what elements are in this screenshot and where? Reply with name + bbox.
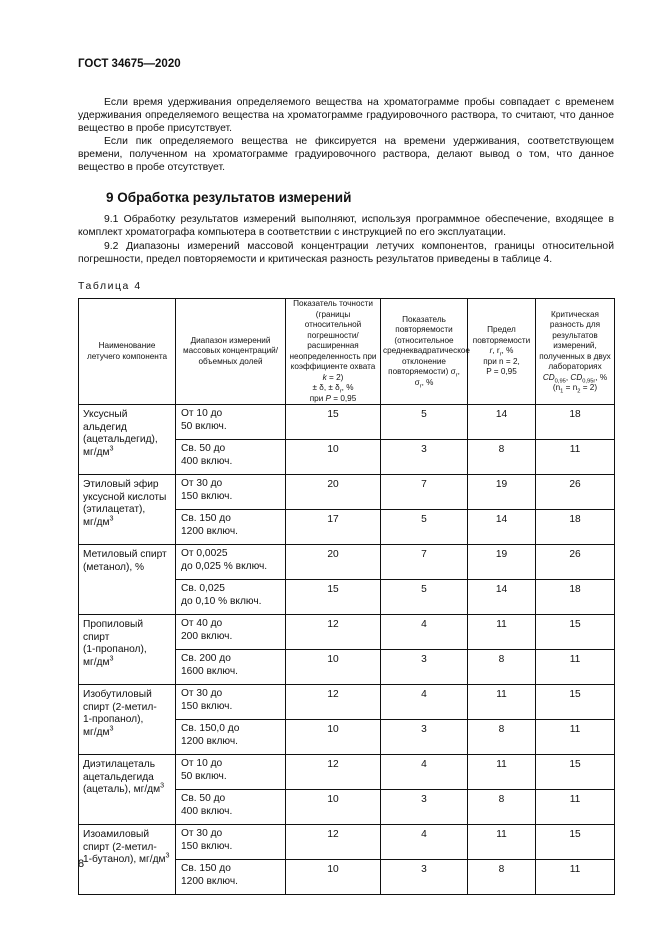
component-name: Метиловый спирт (метанол), %	[79, 545, 176, 615]
accuracy-value: 20	[286, 545, 381, 580]
table-header-row	[79, 299, 615, 405]
repeatability-value: 3	[381, 720, 468, 755]
table-caption: Таблица 4	[78, 281, 142, 292]
repeatability-value: 3	[381, 440, 468, 475]
repeatability-value: 7	[381, 545, 468, 580]
critical-difference-value: 11	[536, 860, 615, 895]
accuracy-value: 10	[286, 440, 381, 475]
accuracy-value: 10	[286, 720, 381, 755]
paragraph-9-1	[78, 213, 614, 239]
repeatability-value: 4	[381, 825, 468, 860]
accuracy-value: 15	[286, 580, 381, 615]
accuracy-value: 12	[286, 755, 381, 790]
measurement-range: Св. 200 до 1600 включ.	[176, 650, 286, 685]
repeatability-limit-value: 19	[468, 545, 536, 580]
repeatability-value: 3	[381, 860, 468, 895]
accuracy-value: 17	[286, 510, 381, 545]
component-name: Изобутиловый спирт (2-метил- 1-пропанол), $мг/дм^3$	[79, 685, 176, 755]
table-row	[79, 755, 615, 790]
critical-difference-value: 18	[536, 580, 615, 615]
measurement-range: От 10 до 50 включ.	[176, 755, 286, 790]
critical-difference-value: 11	[536, 440, 615, 475]
critical-difference-value: 11	[536, 720, 615, 755]
accuracy-value: 12	[286, 825, 381, 860]
measurement-range: От 30 до 150 включ.	[176, 825, 286, 860]
accuracy-value: 10	[286, 860, 381, 895]
critical-difference-value: 18	[536, 405, 615, 440]
repeatability-value: 5	[381, 405, 468, 440]
component-name: Пропиловый спирт (1-пропанол), $мг/дм^3$	[79, 615, 176, 685]
repeatability-limit-value: 19	[468, 475, 536, 510]
critical-difference-value: 15	[536, 685, 615, 720]
table-row	[79, 615, 615, 650]
component-name: Уксусный альдегид (ацетальдегид), $мг/дм^3$	[79, 405, 176, 475]
header-repeatability-limit: Предел повторяемости r, $r_r$, % при n = 2, P = 0,95	[468, 299, 536, 405]
critical-difference-value: 15	[536, 615, 615, 650]
measurement-range: Св. 50 до 400 включ.	[176, 440, 286, 475]
repeatability-value: 4	[381, 755, 468, 790]
measurement-range: Св. 150 до 1200 включ.	[176, 510, 286, 545]
repeatability-limit-value: 8	[468, 860, 536, 895]
repeatability-value: 3	[381, 790, 468, 825]
repeatability-limit-value: 14	[468, 510, 536, 545]
document-header: ГОСТ 34675—2020	[78, 58, 181, 70]
repeatability-limit-value: 11	[468, 755, 536, 790]
measurement-range: Св. 0,025 до 0,10 % включ.	[176, 580, 286, 615]
critical-difference-value: 11	[536, 650, 615, 685]
critical-difference-value: 26	[536, 545, 615, 580]
measurement-range: Св. 150,0 до 1200 включ.	[176, 720, 286, 755]
header-accuracy: Показатель точности (границы относительной погрешности/расширенная неопределенность при коэффициенте охвата k = 2) ± δ, ± $\delta_r$, % при P = 0,95	[286, 299, 381, 405]
component-name: Диэтилацеталь ацетальдегида (ацеталь), $мг/дм^3$	[79, 755, 176, 825]
critical-difference-value: 11	[536, 790, 615, 825]
repeatability-limit-value: 8	[468, 720, 536, 755]
repeatability-limit-value: 11	[468, 825, 536, 860]
critical-difference-value: 15	[536, 825, 615, 860]
repeatability-value: 4	[381, 615, 468, 650]
repeatability-limit-value: 11	[468, 685, 536, 720]
repeatability-value: 4	[381, 685, 468, 720]
critical-difference-value: 18	[536, 510, 615, 545]
table-row	[79, 685, 615, 720]
paragraph-text: Если пик определяемого вещества не фиксируется на времени удерживания, соответствующем времени, полученном на хроматограмме градуировочного раствора, делают вывод о том, что данное вещество в пробе отсутствует.	[78, 136, 614, 173]
accuracy-value: 10	[286, 650, 381, 685]
accuracy-value: 12	[286, 685, 381, 720]
paragraph-text: Если время удерживания определяемого вещества на хроматограмме пробы совпадает с временем удерживания определяемого вещества на хроматограмме градуировочного раствора, то считают, что данное вещество в пробе присутствует.	[78, 97, 614, 134]
repeatability-value: 5	[381, 510, 468, 545]
measurement-range: От 40 до 200 включ.	[176, 615, 286, 650]
paragraph-text: 9.2 Диапазоны измерений массовой концентрации летучих компонентов, границы относительной погрешности, предел повторяемости и критическая разность результатов приведены в таблице 4.	[78, 241, 614, 265]
header-component-name: Наименование летучего компонента	[79, 299, 176, 405]
accuracy-value: 15	[286, 405, 381, 440]
measurement-range: Св. 150 до 1200 включ.	[176, 860, 286, 895]
component-name: Этиловый эфир уксусной кислоты (этилацетат), $мг/дм^3$	[79, 475, 176, 545]
table-row	[79, 825, 615, 860]
measurement-range: От 0,0025 до 0,025 % включ.	[176, 545, 286, 580]
repeatability-limit-value: 14	[468, 580, 536, 615]
repeatability-limit-value: 14	[468, 405, 536, 440]
measurement-table	[78, 298, 615, 895]
header-measurement-range: Диапазон измерений массовых концентраций/ объемных долей	[176, 299, 286, 405]
table-body	[79, 405, 615, 895]
accuracy-value: 12	[286, 615, 381, 650]
measurement-range: Св. 50 до 400 включ.	[176, 790, 286, 825]
section-heading: 9 Обработка результатов измерений	[106, 190, 352, 205]
paragraph-retention-match	[78, 96, 614, 135]
critical-difference-value: 15	[536, 755, 615, 790]
table-row	[79, 405, 615, 440]
repeatability-limit-value: 8	[468, 440, 536, 475]
repeatability-limit-value: 8	[468, 650, 536, 685]
page-number: 8	[78, 858, 85, 870]
repeatability-limit-value: 11	[468, 615, 536, 650]
accuracy-value: 20	[286, 475, 381, 510]
paragraph-text: 9.1 Обработку результатов измерений выполняют, используя программное обеспечение, входящее в комплект хроматографа компьютера в соответствии с инструкцией по его эксплуатации.	[78, 214, 614, 238]
accuracy-value: 10	[286, 790, 381, 825]
repeatability-value: 3	[381, 650, 468, 685]
measurement-range: От 30 до 150 включ.	[176, 685, 286, 720]
header-critical-difference: Критическая разность для результатов измерений, полученных в двух лабораториях $CD_{0,95}$, $CD_{0,95r}$, % $(n_1 = n_2 = 2)$	[536, 299, 615, 405]
measurement-range: От 10 до 50 включ.	[176, 405, 286, 440]
table-row	[79, 545, 615, 580]
repeatability-limit-value: 8	[468, 790, 536, 825]
header-repeatability: Показатель повторяемости (относительное среднеквадратическое отклонение повторяемости) $\sigma_r$, $\sigma_r$, %	[381, 299, 468, 405]
critical-difference-value: 26	[536, 475, 615, 510]
paragraph-9-2	[78, 240, 614, 266]
measurement-range: От 30 до 150 включ.	[176, 475, 286, 510]
component-name: Изоамиловый спирт (2-метил- 1-бутанол), $мг/дм^3$	[79, 825, 176, 895]
repeatability-value: 5	[381, 580, 468, 615]
repeatability-value: 7	[381, 475, 468, 510]
table-row	[79, 475, 615, 510]
paragraph-retention-absent	[78, 135, 614, 174]
